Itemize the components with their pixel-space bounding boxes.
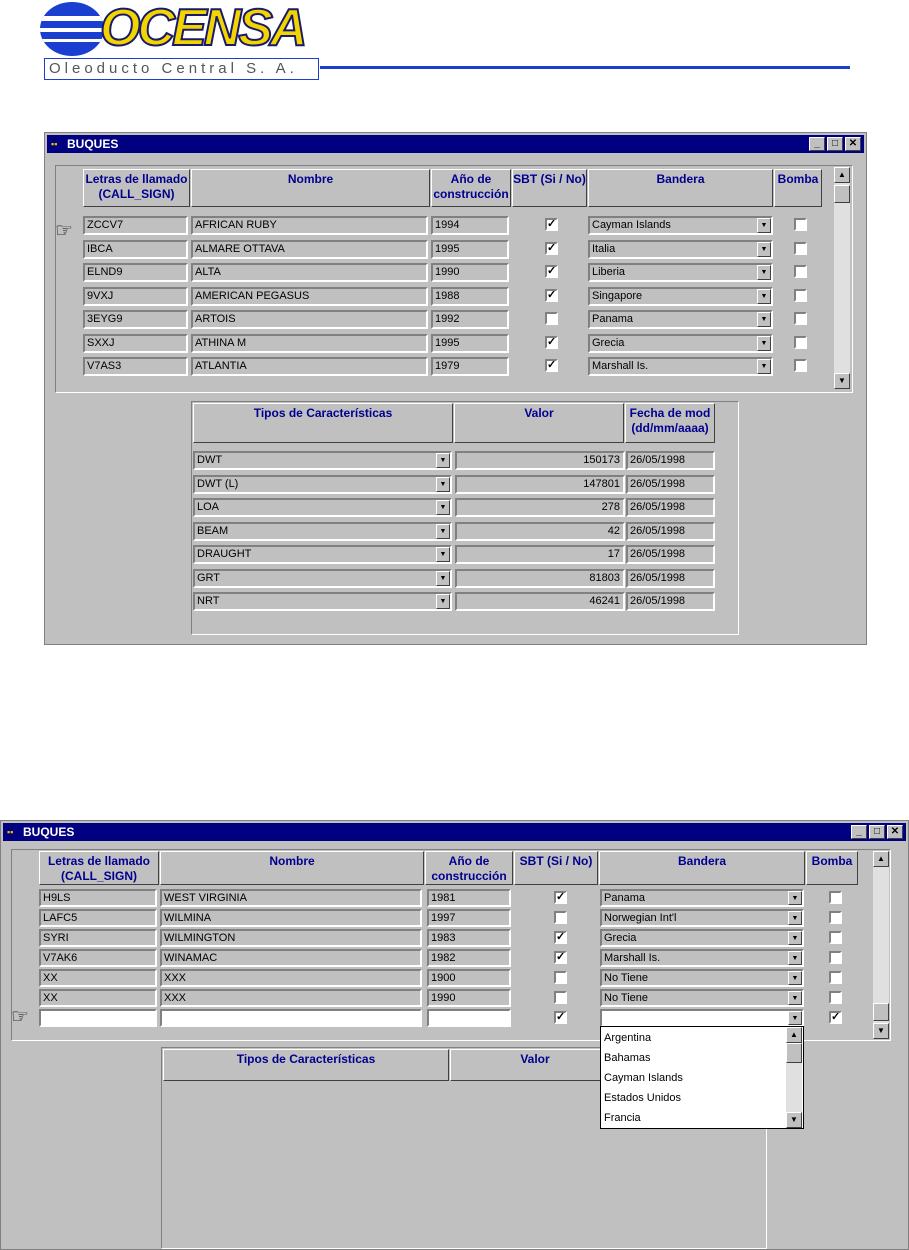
scroll-down-icon[interactable]: ▼ [834,373,850,389]
nombre-field[interactable]: ATHINA M [191,334,428,353]
bomba-checkbox[interactable] [794,336,807,349]
bomba-checkbox[interactable] [794,242,807,255]
window-titlebar [3,823,906,841]
anio-field[interactable]: 1995 [431,240,509,259]
dropdown-option[interactable]: Cayman Islands [604,1072,683,1084]
chevron-down-icon[interactable]: ▼ [757,289,771,304]
app-icon: ▪▪ [7,827,14,837]
bandera-value: Cayman Islands [592,219,671,231]
sbt-checkbox[interactable] [545,312,558,325]
tipo-combo[interactable] [193,522,452,541]
valor-field[interactable]: 150173 [455,451,625,470]
bomba-checkbox[interactable]: ✓ [831,1011,841,1023]
bandera-combo[interactable] [588,357,773,376]
valor-field[interactable]: 46241 [455,592,625,611]
bomba-checkbox[interactable] [794,359,807,372]
header-sbt: SBT (Si / No) [514,851,598,885]
scroll-thumb[interactable] [786,1043,802,1063]
pointer-hand-icon: ☞ [55,220,73,242]
header-tipo: Tipos de Características [163,1049,449,1081]
call-sign-field[interactable]: V7AK6 [39,949,157,967]
header-bandera: Bandera [599,851,805,885]
anio-field[interactable]: 1988 [431,287,509,306]
window-titlebar [47,135,864,153]
bomba-checkbox[interactable] [794,265,807,278]
valor-field[interactable]: 147801 [455,475,625,494]
window-title: BUQUES [23,825,75,839]
tipo-combo[interactable] [193,475,452,494]
valor-field[interactable]: 17 [455,545,625,564]
nombre-field[interactable] [160,1009,422,1027]
logo-subtitle: Oleoducto Central S. A. [44,58,319,80]
tipo-value: NRT [197,595,220,607]
anio-field[interactable]: 1982 [427,949,511,967]
nombre-field[interactable]: ALTA [191,263,428,282]
chevron-down-icon[interactable]: ▼ [436,453,450,468]
maximize-button[interactable]: □ [869,825,885,839]
sbt-checkbox[interactable]: ✓ [547,241,557,254]
bomba-checkbox[interactable] [829,911,842,924]
call-sign-field[interactable] [39,1009,157,1027]
bandera-value: Grecia [604,932,637,944]
bomba-checkbox[interactable] [794,289,807,302]
logo-divider [320,66,850,69]
tipo-combo[interactable] [193,451,452,470]
bandera-combo[interactable] [600,969,804,987]
fecha-field[interactable]: 26/05/1998 [626,451,715,470]
sbt-checkbox[interactable]: ✓ [547,335,557,348]
valor-field[interactable]: 278 [455,498,625,517]
bandera-value: Panama [592,313,633,325]
nombre-field[interactable]: ARTOIS [191,310,428,329]
chevron-down-icon[interactable]: ▼ [757,312,771,327]
call-sign-field[interactable]: IBCA [83,240,188,259]
scroll-thumb[interactable] [873,1003,889,1021]
anio-field[interactable]: 1983 [427,929,511,947]
sbt-checkbox[interactable]: ✓ [547,218,557,230]
bandera-combo[interactable] [600,989,804,1007]
scroll-up-icon[interactable]: ▲ [873,851,889,867]
fecha-field[interactable]: 26/05/1998 [626,475,715,494]
fecha-field[interactable]: 26/05/1998 [626,545,715,564]
header-bomba: Bomba [806,851,858,885]
header-fecha: Fecha de mod (dd/mm/aaaa) [625,403,715,443]
chevron-down-icon[interactable]: ▼ [757,218,771,233]
tipo-combo[interactable] [193,545,452,564]
call-sign-field[interactable]: H9LS [39,889,157,907]
header-anio: Año de construcción [425,851,513,885]
sbt-checkbox[interactable]: ✓ [556,891,566,903]
header-call_sign: Letras de llamado (CALL_SIGN) [39,851,159,885]
sbt-checkbox[interactable] [554,911,567,924]
header-valor: Valor [454,403,624,443]
chevron-down-icon[interactable]: ▼ [757,336,771,351]
header-call_sign: Letras de llamado (CALL_SIGN) [83,169,190,207]
header-bandera: Bandera [588,169,773,207]
call-sign-field[interactable]: XX [39,989,157,1007]
nombre-field[interactable]: WEST VIRGINIA [160,889,422,907]
fecha-field[interactable]: 26/05/1998 [626,498,715,517]
bandera-combo[interactable] [600,949,804,967]
anio-field[interactable]: 1992 [431,310,509,329]
tipo-combo[interactable] [193,592,452,611]
bandera-combo[interactable] [588,310,773,329]
chevron-down-icon[interactable]: ▼ [788,991,802,1005]
chevron-down-icon[interactable]: ▼ [788,891,802,905]
bandera-value: Grecia [592,336,625,349]
chevron-down-icon[interactable]: ▼ [788,971,802,985]
maximize-button[interactable]: □ [827,137,843,151]
ships-scrollbar[interactable] [834,167,850,389]
header-tipo: Tipos de Características [193,403,453,443]
globe-icon [40,2,104,56]
header-bomba: Bomba [774,169,822,207]
bandera-combo[interactable] [588,334,773,353]
sbt-checkbox[interactable] [554,971,567,984]
anio-field[interactable]: 1990 [427,989,511,1007]
anio-field[interactable]: 1994 [431,216,509,235]
bomba-checkbox[interactable] [829,931,842,944]
dropdown-option[interactable]: Francia [604,1112,641,1124]
chevron-down-icon[interactable]: ▼ [436,547,450,562]
call-sign-field[interactable]: SYRI [39,929,157,947]
call-sign-field[interactable]: V7AS3 [83,357,188,376]
scroll-down-icon[interactable]: ▼ [786,1112,802,1128]
bandera-combo[interactable] [600,929,804,947]
sbt-checkbox[interactable]: ✓ [556,931,566,943]
scroll-down-icon[interactable]: ▼ [873,1023,889,1039]
close-button[interactable]: ✕ [887,825,903,839]
anio-field[interactable]: 1990 [431,263,509,282]
buques-window-1 [44,132,867,645]
bandera-combo[interactable] [588,263,773,282]
bandera-combo[interactable] [600,909,804,927]
bomba-checkbox[interactable] [794,312,807,325]
bandera-dropdown-list[interactable] [600,1026,804,1129]
chevron-down-icon[interactable]: ▼ [757,359,771,374]
call-sign-field[interactable]: XX [39,969,157,987]
bomba-checkbox[interactable] [794,218,807,231]
header-nombre: Nombre [160,851,424,885]
sbt-checkbox[interactable]: ✓ [547,359,557,371]
bandera-value: Marshall Is. [604,952,661,964]
anio-field[interactable]: 1979 [431,357,509,376]
scroll-up-icon[interactable]: ▲ [834,167,850,183]
call-sign-field[interactable]: ZCCV7 [83,216,188,235]
anio-field[interactable]: 1997 [427,909,511,927]
sbt-checkbox[interactable]: ✓ [556,1011,566,1023]
ships-scrollbar[interactable] [873,851,889,1039]
call-sign-field[interactable]: SXXJ [83,334,188,353]
dropdown-option[interactable]: Argentina [604,1032,652,1044]
chevron-down-icon[interactable]: ▼ [788,951,802,965]
anio-field[interactable]: 1981 [427,889,511,907]
logo-wordmark: OCENSA [100,0,305,57]
pointer-hand-icon: ☞ [11,1006,29,1028]
chevron-down-icon[interactable]: ▼ [757,265,771,280]
bandera-value: Marshall Is. [592,360,649,372]
nombre-field[interactable]: XXX [160,969,422,987]
buques-window-2 [0,820,909,1250]
anio-field[interactable]: 1900 [427,969,511,987]
anio-field[interactable] [427,1009,511,1027]
nombre-field[interactable]: AMERICAN PEGASUS [191,287,428,306]
app-icon: ▪▪ [51,139,58,149]
bomba-checkbox[interactable] [829,891,842,904]
sbt-checkbox[interactable]: ✓ [547,265,557,277]
bandera-value: Norwegian Int'l [604,912,677,924]
chevron-down-icon[interactable]: ▼ [436,500,450,515]
dropdown-option[interactable]: Estados Unidos [604,1092,682,1104]
sbt-checkbox[interactable]: ✓ [556,951,566,963]
chevron-down-icon[interactable]: ▼ [436,477,450,492]
tipo-value: DWT (L) [197,477,239,490]
fecha-field[interactable]: 26/05/1998 [626,522,715,541]
nombre-field[interactable]: WILMINGTON [160,929,422,947]
nombre-field[interactable]: ATLANTIA [191,357,428,376]
close-button[interactable]: ✕ [845,137,861,151]
fecha-field[interactable]: 26/05/1998 [626,592,715,611]
bandera-value: No Tiene [604,992,649,1004]
fecha-field[interactable]: 26/05/1998 [626,569,715,588]
call-sign-field[interactable]: 9VXJ [83,287,188,306]
tipo-value: LOA [197,501,220,513]
tipo-value: GRT [197,571,221,584]
header-sbt: SBT (Si / No) [512,169,587,207]
bandera-value: Italia [592,242,616,255]
anio-field[interactable]: 1995 [431,334,509,353]
bandera-value: No Tiene [604,972,649,984]
minimize-button[interactable]: _ [851,825,867,839]
bandera-combo[interactable] [588,240,773,259]
chevron-down-icon[interactable]: ▼ [436,571,450,586]
window-title: BUQUES [67,137,119,151]
bandera-combo[interactable] [588,287,773,306]
chevron-down-icon[interactable]: ▼ [788,931,802,945]
chevron-down-icon[interactable]: ▼ [757,242,771,257]
header-anio: Año de construcción [431,169,511,207]
nombre-field[interactable]: ALMARE OTTAVA [191,240,428,259]
chevron-down-icon[interactable]: ▼ [436,524,450,539]
valor-field[interactable]: 81803 [455,569,625,588]
chevron-down-icon[interactable]: ▼ [436,594,450,609]
bandera-combo[interactable] [600,1009,804,1027]
call-sign-field[interactable]: 3EYG9 [83,310,188,329]
nombre-field[interactable]: XXX [160,989,422,1007]
scroll-thumb[interactable] [834,185,850,203]
bandera-value: Panama [604,892,645,904]
minimize-button[interactable]: _ [809,137,825,151]
tipo-value: BEAM [197,524,229,537]
bomba-checkbox[interactable] [829,951,842,964]
call-sign-field[interactable]: LAFC5 [39,909,157,927]
tipo-combo[interactable] [193,569,452,588]
dropdown-option[interactable]: Bahamas [604,1052,651,1064]
bandera-value: Liberia [592,266,626,278]
bandera-value: Singapore [592,289,643,302]
header-valor: Valor [450,1049,620,1081]
tipo-value: DWT [197,454,223,466]
nombre-field[interactable]: WILMINA [160,909,422,927]
chevron-down-icon[interactable]: ▼ [788,1011,802,1025]
valor-field[interactable]: 42 [455,522,625,541]
tipo-combo[interactable] [193,498,452,517]
bomba-checkbox[interactable] [829,991,842,1004]
call-sign-field[interactable]: ELND9 [83,263,188,282]
nombre-field[interactable]: WINAMAC [160,949,422,967]
tipo-value: DRAUGHT [197,548,252,560]
header-nombre: Nombre [191,169,430,207]
bomba-checkbox[interactable] [829,971,842,984]
sbt-checkbox[interactable]: ✓ [547,288,557,301]
nombre-field[interactable]: AFRICAN RUBY [191,216,428,235]
scroll-up-icon[interactable]: ▲ [786,1027,802,1043]
chevron-down-icon[interactable]: ▼ [788,911,802,925]
bandera-combo[interactable] [600,889,804,907]
sbt-checkbox[interactable] [554,991,567,1004]
bandera-combo[interactable] [588,216,773,235]
